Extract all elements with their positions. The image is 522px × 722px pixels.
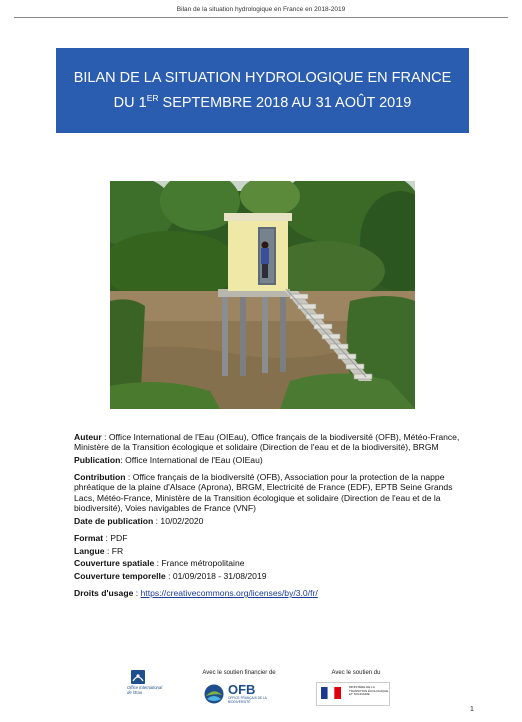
support-label: Avec le soutien du [331, 670, 381, 676]
meta-publication: Publication: Office International de l'Eau (OIEau) [74, 455, 263, 466]
ministry-logo [316, 682, 390, 706]
hydrometric-station-photo [110, 181, 415, 409]
meta-author: Auteur : Office International de l'Eau (OIEau), Office français de la biodiversité (OFB), Météo-France, Ministère de la Transition écologique et solidaire (Direction de l'eau et de la biodiversité), BRGM [74, 432, 460, 453]
header-divider [14, 17, 508, 18]
cover-photo [110, 181, 415, 409]
ofb-logo-text: OFB [228, 682, 256, 697]
meta-rights: Droits d'usage : https://creativecommons.org/licenses/by/3.0/fr/ [74, 588, 318, 598]
ofb-logo [204, 683, 274, 705]
oieau-logo-text: Office International de l'Eau [127, 685, 163, 695]
financial-support-label: Avec le soutien financier de [202, 670, 276, 676]
license-link[interactable]: https://creativecommons.org/licenses/by/3.0/fr/ [140, 588, 318, 598]
marianne-flag-icon [321, 687, 341, 699]
title-banner [56, 48, 469, 133]
meta-spatial-coverage: Couverture spatiale : France métropolitaine [74, 558, 245, 569]
meta-format: Format : PDF [74, 532, 128, 543]
title-line-1: BILAN DE LA SITUATION HYDROLOGIQUE EN FRANCE [73, 70, 452, 86]
ofb-logo-mark [204, 683, 224, 705]
meta-language: Langue : FR [74, 545, 124, 556]
meta-temporal-coverage: Couverture temporelle : 01/09/2018 - 31/08/2019 [74, 571, 267, 582]
meta-contribution: Contribution : Office français de la biodiversité (OFB), Association pour la protection de la nappe phréatique de la plaine d'Alsace (Aprona), BRGM, Electricité de France (EDF), EPTB Seine Grands Lacs, Météo-France, Ministère de la Transition écologique et solidaire (Direction de l'eau et de la biodiversité), Voies navigables de France (VNF) [74, 472, 453, 514]
running-header: Bilan de la situation hydrologique en France en 2018-2019 [176, 6, 346, 13]
page-number: 1 [470, 706, 474, 713]
document-metadata [74, 432, 460, 601]
oieau-logo [127, 668, 167, 708]
ministry-logo-text: MINISTÈRE DE LA TRANSITION ÉCOLOGIQUE ET SOLIDAIRE [349, 685, 389, 697]
title-line-2: DU 1ER SEPTEMBRE 2018 AU 31 AOÛT 2019 [113, 93, 412, 111]
ofb-logo-subtext: OFFICE FRANÇAIS DE LA BIODIVERSITÉ [228, 696, 267, 704]
meta-date: Date de publication : 10/02/2020 [74, 516, 204, 527]
